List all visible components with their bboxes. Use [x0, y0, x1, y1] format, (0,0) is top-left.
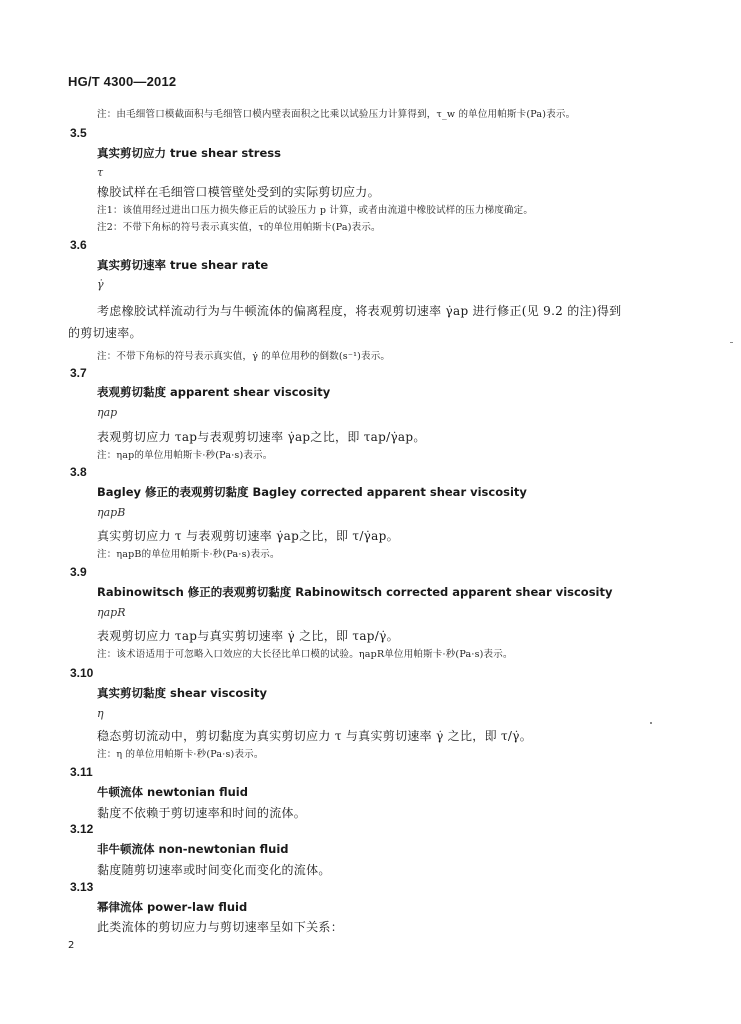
term-note: 注：不带下角标的符号表示真实值，γ̇ 的单位用秒的倒数(s⁻¹)表示。	[97, 351, 391, 362]
term-heading: 幂律流体 power-law fluid	[97, 900, 248, 914]
term-note: 注：η 的单位用帕斯卡·秒(Pa·s)表示。	[97, 749, 264, 760]
term-symbol: τ	[97, 166, 104, 179]
term-heading: Bagley 修正的表观剪切黏度 Bagley corrected apparent shear viscosity	[97, 485, 527, 499]
term-symbol: ηapB	[97, 506, 126, 519]
term-heading: 真实剪切黏度 shear viscosity	[97, 686, 268, 700]
term-note: 注1：该值用经过进出口压力损失修正后的试验压力 p 计算，或者由流道中橡胶试样的压力梯度确定。	[97, 205, 534, 216]
section-number: 3.10	[70, 666, 94, 680]
term-definition: 表观剪切应力 τap与表观剪切速率 γ̇ap之比，即 τap/γ̇ap。	[97, 430, 426, 444]
term-definition: 黏度随剪切速率或时间变化而变化的流体。	[97, 863, 331, 877]
term-definition-continued: 的剪切速率。	[68, 326, 142, 340]
section-number: 3.12	[70, 822, 94, 836]
standard-number-header: HG/T 4300—2012	[68, 74, 177, 89]
term-symbol: η	[97, 707, 104, 720]
term-heading: 牛顿流体 newtonian fluid	[97, 785, 248, 799]
term-definition: 真实剪切应力 τ 与表观剪切速率 γ̇ap之比，即 τ/γ̇ap。	[97, 529, 399, 543]
term-symbol: ηap	[97, 406, 118, 419]
term-definition: 橡胶试样在毛细管口模管壁处受到的实际剪切应力。	[97, 185, 380, 199]
note-top: 注：由毛细管口模截面积与毛细管口模内壁表面积之比乘以试验压力计算得到，τ_w 的单位用帕斯卡(Pa)表示。	[97, 109, 576, 120]
term-definition: 考虑橡胶试样流动行为与牛顿流体的偏离程度，将表观剪切速率 γ̇ap 进行修正(见 9.2 的注)得到	[97, 304, 622, 318]
term-heading: 真实剪切应力 true shear stress	[97, 146, 281, 160]
section-number: 3.13	[70, 880, 94, 894]
section-number: 3.11	[70, 765, 93, 779]
section-number: 3.8	[70, 465, 87, 479]
term-note: 注2：不带下角标的符号表示真实值，τ的单位用帕斯卡(Pa)表示。	[97, 222, 381, 233]
section-number: 3.7	[70, 366, 87, 380]
term-heading: 非牛顿流体 non-newtonian fluid	[97, 842, 289, 856]
term-definition: 稳态剪切流动中，剪切黏度为真实剪切应力 τ 与真实剪切速率 γ̇ 之比，即 τ/γ̇。	[97, 729, 533, 743]
term-definition: 此类流体的剪切应力与剪切速率呈如下关系：	[97, 920, 344, 934]
page-number: 2	[68, 940, 75, 951]
term-heading: 表观剪切黏度 apparent shear viscosity	[97, 385, 331, 399]
term-heading: 真实剪切速率 true shear rate	[97, 258, 269, 272]
term-note: 注：ηap的单位用帕斯卡·秒(Pa·s)表示。	[97, 450, 273, 461]
term-note: 注：该术语适用于可忽略入口效应的大长径比单口模的试验。ηapR单位用帕斯卡·秒(Pa·s)表示。	[97, 649, 513, 660]
scan-artifact	[730, 342, 733, 343]
section-number: 3.5	[70, 126, 87, 140]
term-note: 注：ηapB的单位用帕斯卡·秒(Pa·s)表示。	[97, 549, 280, 560]
section-number: 3.9	[70, 565, 87, 579]
section-number: 3.6	[70, 238, 87, 252]
scan-artifact	[650, 722, 652, 724]
term-symbol: γ̇	[97, 278, 104, 291]
term-definition: 表观剪切应力 τap与真实剪切速率 γ̇ 之比，即 τap/γ̇。	[97, 629, 399, 643]
term-definition: 黏度不依赖于剪切速率和时间的流体。	[97, 806, 307, 820]
term-symbol: ηapR	[97, 606, 126, 619]
term-heading: Rabinowitsch 修正的表观剪切黏度 Rabinowitsch corrected apparent shear viscosity	[97, 585, 613, 599]
